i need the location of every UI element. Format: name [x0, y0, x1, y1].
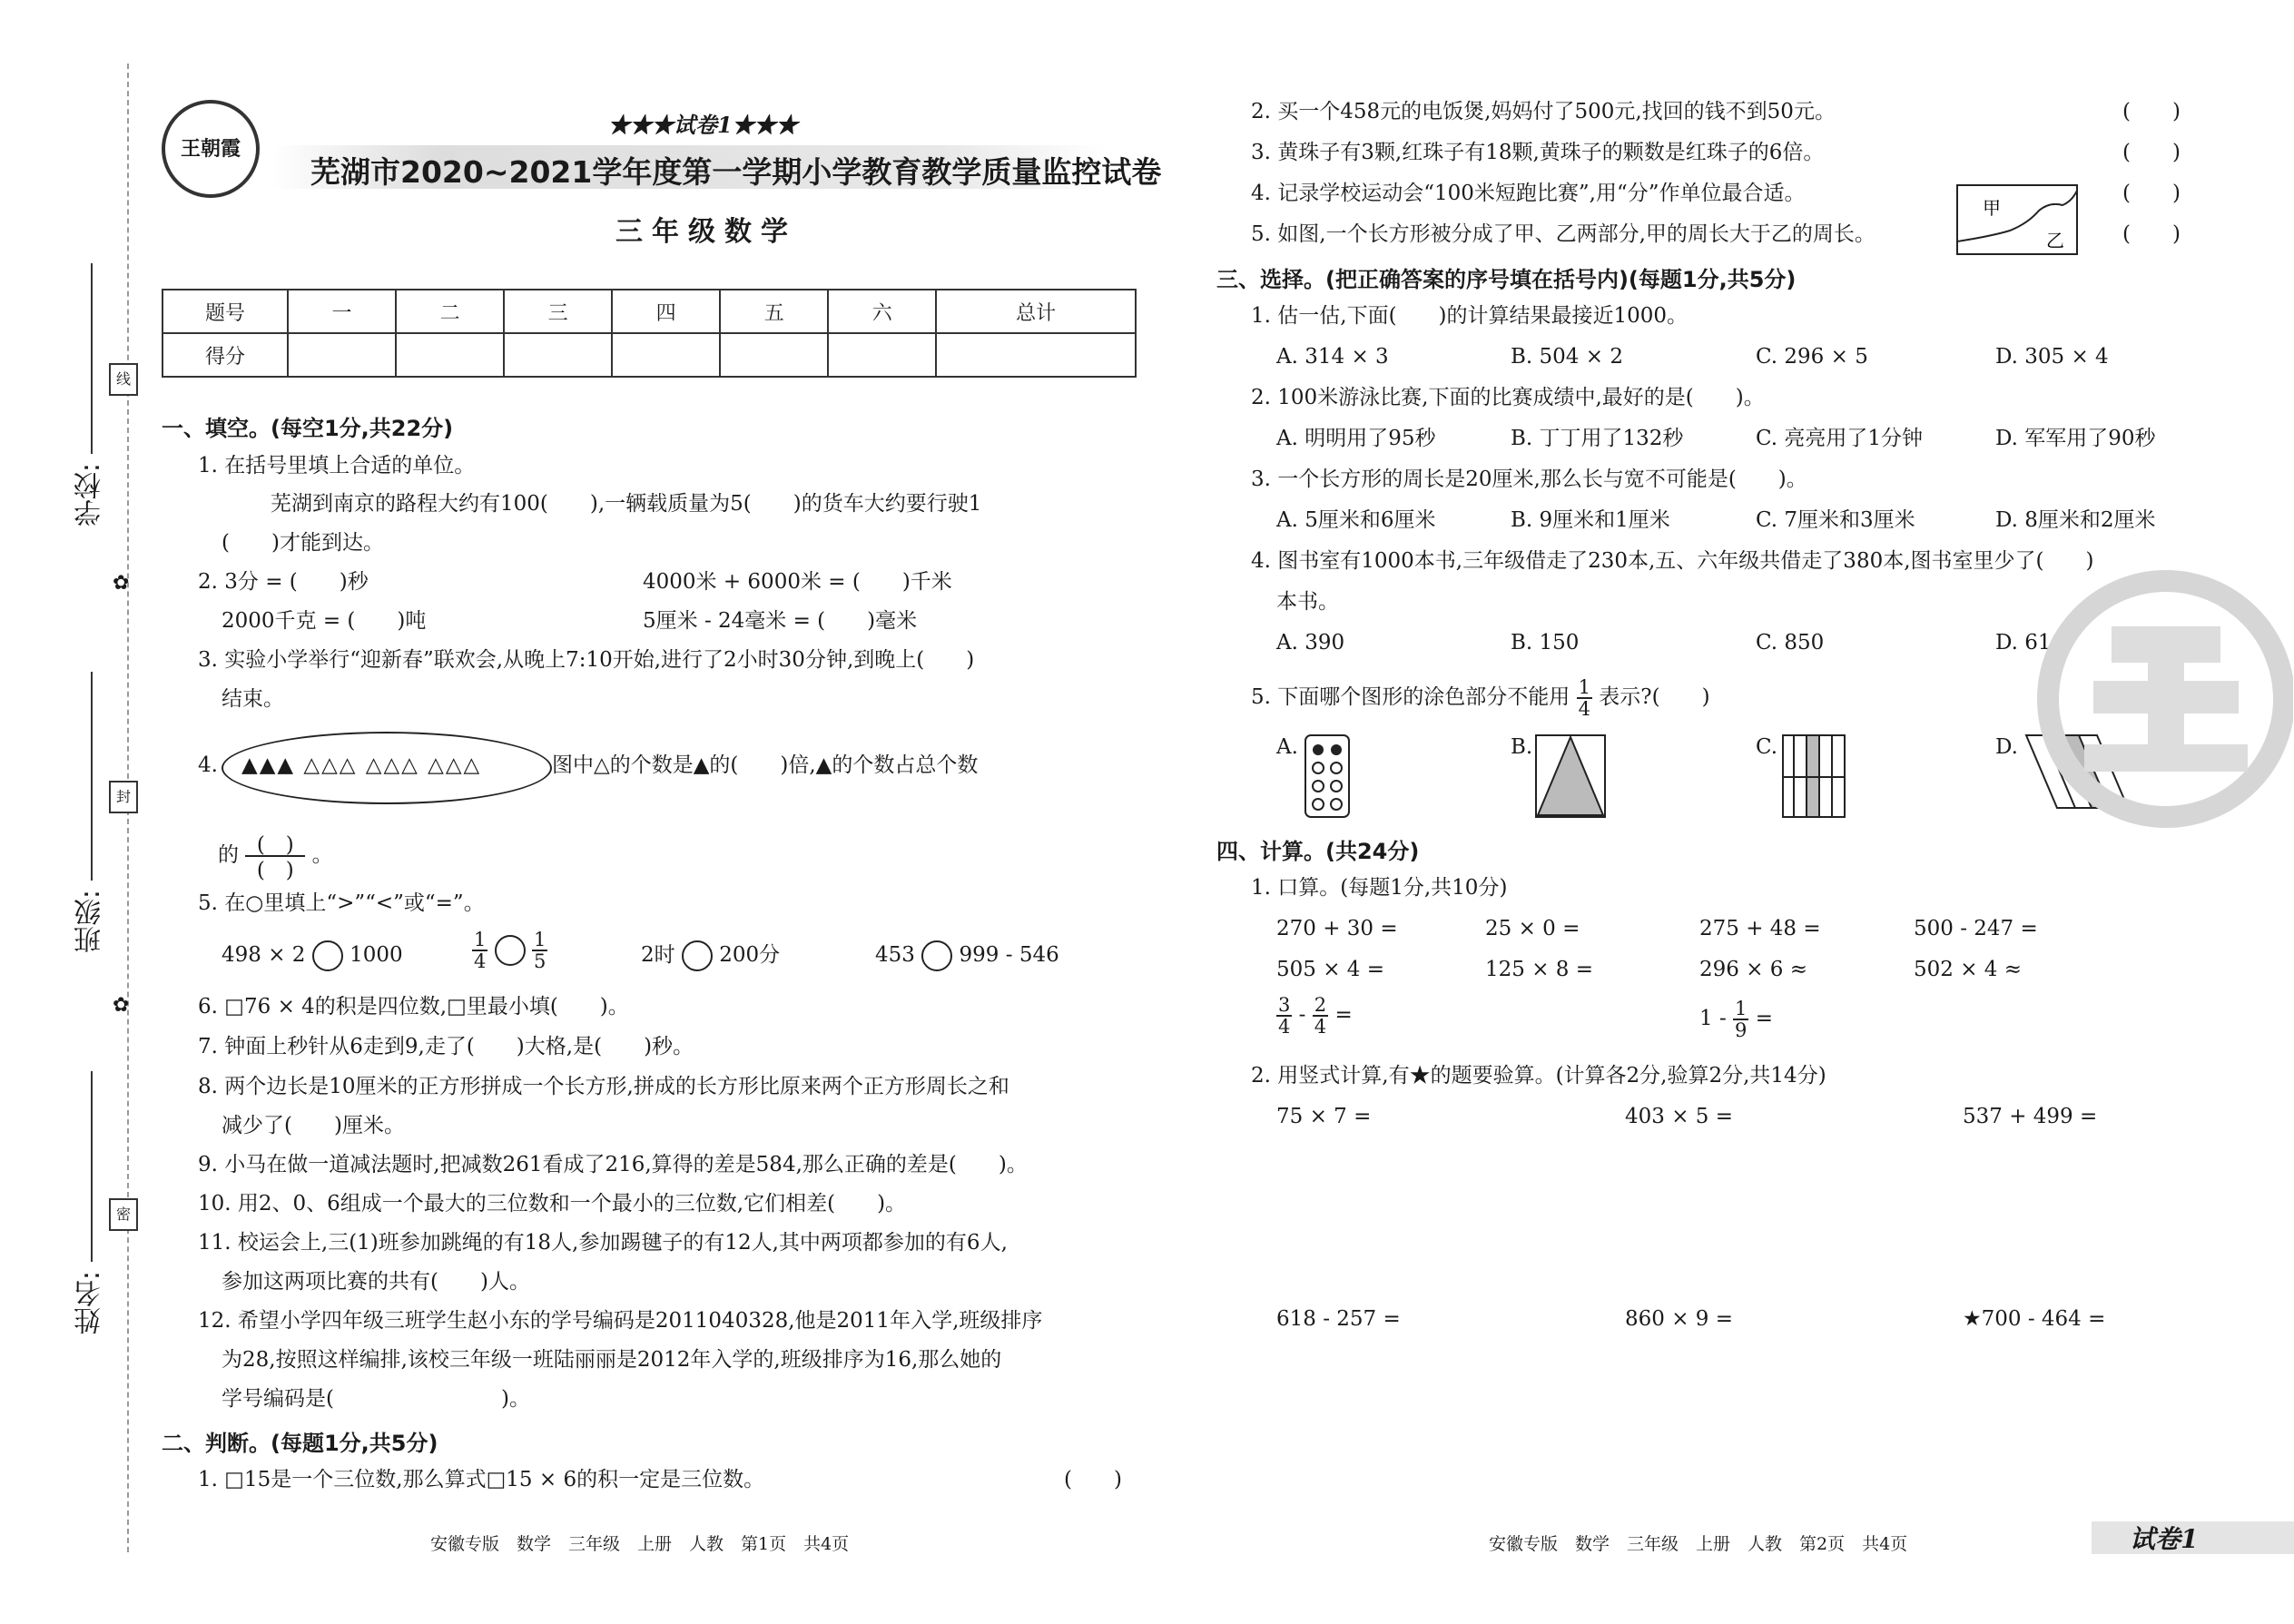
s3-q5-post: 表示?( ) — [1599, 685, 1710, 709]
section2-heading: 二、判断。(每题1分,共5分) — [162, 1431, 438, 1456]
s2-q5: 5. 如图,一个长方形被分成了甲、乙两部分,甲的周长大于乙的周长。 — [1251, 222, 1876, 246]
s2-q2-answer[interactable]: ( ) — [2122, 100, 2181, 123]
vertical-calc: 75 × 7 = — [1276, 1105, 1372, 1128]
q5-expr: 498 × 2 — [222, 943, 306, 967]
score-cell: 总计 — [936, 290, 1136, 333]
striped-rect-figure — [1781, 733, 1846, 819]
s2-q1-answer[interactable]: ( ) — [1064, 1468, 1122, 1491]
s1-q1b: ( )才能到达。 — [222, 531, 384, 555]
fraction: $\frac{1}{4}$ — [1578, 676, 1590, 720]
s1-q2a-right: 4000米 + 6000米 = ( )千米 — [643, 570, 952, 594]
q5-expr: 999 - 546 — [959, 943, 1059, 967]
score-value-row — [162, 333, 1136, 377]
s1-q7: 7. 钟面上秒针从6走到9,走了( )大格,是( )秒。 — [198, 1035, 694, 1058]
s1-q4-text: 图中△的个数是▲的( )倍,▲的个数占总个数 — [552, 753, 979, 777]
vertical-calc: ★700 - 464 = — [1963, 1307, 2106, 1331]
option-a[interactable]: A. 5厘米和6厘米 — [1276, 508, 1436, 532]
s2-q4-answer[interactable]: ( ) — [2122, 182, 2181, 205]
fraction: $\frac{1}{5}$ — [534, 929, 546, 972]
option-b[interactable]: B. 9厘米和1厘米 — [1511, 508, 1670, 532]
oral-calc: 296 × 6 ≈ — [1699, 958, 1808, 981]
option-c[interactable]: C. 亮亮用了1分钟 — [1756, 427, 1924, 450]
figure-label-jia: 甲 — [1983, 197, 2001, 219]
option-d[interactable]: D. 8厘米和2厘米 — [1995, 508, 2156, 532]
oral-calc: 125 × 8 = — [1485, 958, 1594, 981]
oral-calc: 275 + 48 = — [1699, 917, 1821, 940]
s3-q5-pre: 5. 下面哪个图形的涂色部分不能用 — [1251, 685, 1570, 709]
score-cell: 一 — [288, 290, 396, 333]
q5-expr: 200分 — [719, 943, 781, 967]
vertical-calc: 403 × 5 = — [1625, 1105, 1734, 1128]
exam-subtitle: 三年级数学 — [615, 216, 797, 248]
option-d[interactable]: D. — [1995, 735, 2018, 759]
s1-q3a: 3. 实验小学举行“迎新春”联欢会,从晚上7:10开始,进行了2小时30分钟,到晚上( ) — [198, 648, 975, 672]
s1-q5-time — [641, 940, 780, 971]
s4-q1: 1. 口算。(每题1分,共10分) — [1251, 876, 1508, 900]
score-input[interactable] — [288, 333, 396, 377]
option-c[interactable]: C. — [1756, 735, 1778, 759]
score-cell: 五 — [720, 290, 828, 333]
section4-heading: 四、计算。(共24分) — [1216, 839, 1420, 864]
binding-ornament-icon-2: ✿ — [113, 994, 130, 1017]
s4-q2: 2. 用竖式计算,有★的题要验算。(计算各2分,验算2分,共14分) — [1251, 1064, 1826, 1088]
oral-calc: 502 × 4 ≈ — [1914, 958, 2023, 981]
option-d[interactable]: D. 军军用了90秒 — [1995, 427, 2156, 450]
option-b[interactable]: B. 504 × 2 — [1511, 345, 1623, 369]
option-c[interactable]: C. 850 — [1756, 631, 1825, 655]
s1-q12b: 为28,按照这样编排,该校三年级一班陆丽丽是2012年入学的,班级排序为16,那么她的 — [222, 1348, 1002, 1372]
oral-calc-frac: $\frac{3}{4}$ - $\frac{2}{4}$ = — [1278, 994, 1353, 1038]
figure-label-yi: 乙 — [2046, 230, 2064, 251]
s1-q4b — [218, 832, 333, 881]
s3-q2: 2. 100米游泳比赛,下面的比赛成绩中,最好的是( )。 — [1251, 386, 1765, 409]
class-fill-line — [91, 672, 93, 881]
score-table — [162, 289, 1137, 378]
vertical-calc: 618 - 257 = — [1276, 1307, 1401, 1331]
s1-q2b-right: 5厘米 - 24毫米 = ( )毫米 — [643, 609, 918, 633]
paper-tag: ★★★试卷1★★★ — [608, 112, 798, 138]
score-input[interactable] — [936, 333, 1136, 377]
s1-q1a: 芜湖到南京的路程大约有100( ),一辆载质量为5( )的货车大约要行驶1 — [271, 492, 982, 516]
exam-title: 芜湖市2020~2021学年度第一学期小学教育教学质量监控试卷 — [310, 154, 1162, 190]
vertical-calc: 537 + 499 = — [1963, 1105, 2098, 1128]
option-b[interactable]: B. 150 — [1511, 631, 1580, 655]
s3-q4b: 本书。 — [1276, 590, 1339, 614]
oral-calc: 505 × 4 = — [1276, 958, 1385, 981]
s3-q3: 3. 一个长方形的周长是20厘米,那么长与宽不可能是( )。 — [1251, 468, 1807, 491]
watermark-seal-icon — [2030, 563, 2293, 835]
s1-q12a: 12. 希望小学四年级三班学生赵小东的学号编码是2011040328,他是2011年入学,班级排序 — [198, 1309, 1043, 1333]
s2-q5-answer[interactable]: ( ) — [2122, 222, 2181, 246]
s2-q3: 3. 黄珠子有3颗,红珠子有18颗,黄珠子的颗数是红珠子的6倍。 — [1251, 141, 1825, 164]
option-d[interactable]: D. 305 × 4 — [1995, 345, 2109, 369]
s1-q4-num: 4. — [198, 753, 218, 777]
vertical-calc: 860 × 9 = — [1625, 1307, 1734, 1331]
school-label: 学校: — [74, 463, 106, 527]
score-cell: 三 — [504, 290, 612, 333]
binding-mark-line: 线 — [109, 363, 138, 396]
name-fill-line — [91, 1071, 93, 1262]
s1-q8a: 8. 两个边长是10厘米的正方形拼成一个长方形,拼成的长方形比原来两个正方形周长之和 — [198, 1075, 1009, 1098]
option-a[interactable]: A. 390 — [1276, 631, 1345, 655]
compare-circle[interactable] — [495, 935, 526, 966]
s1-q1: 1. 在括号里填上合适的单位。 — [198, 454, 476, 477]
s1-q9: 9. 小马在做一道减法题时,把减数261看成了216,算得的差是584,那么正确的差是( )。 — [198, 1153, 1028, 1176]
triangle-in-rect-figure — [1534, 733, 1607, 819]
s1-q11a: 11. 校运会上,三(1)班参加跳绳的有18人,参加踢毽子的有12人,其中两项都参加的有6人, — [198, 1231, 1008, 1255]
brand-logo: 王朝霞 — [162, 100, 260, 198]
q5-expr: 2时 — [641, 943, 675, 967]
s1-q5: 5. 在○里填上“>”“<”或“=”。 — [198, 891, 485, 915]
footer-right: 安徽专版 数学 三年级 上册 人教 第2页 共4页 — [1489, 1534, 1908, 1554]
s1-q4-shapes: ▲▲▲ △△△ △△△ △△△ — [241, 753, 482, 777]
score-cell: 四 — [612, 290, 720, 333]
binding-ornament-icon: ✿ — [113, 572, 130, 595]
score-input[interactable] — [720, 333, 828, 377]
binding-mark-seal: 封 — [109, 781, 138, 813]
school-fill-line — [91, 263, 93, 454]
s1-q10: 10. 用2、0、6组成一个最大的三位数和一个最小的三位数,它们相差( )。 — [198, 1192, 907, 1216]
compare-circle[interactable] — [312, 940, 343, 971]
s2-q2: 2. 买一个458元的电饭煲,妈妈付了500元,找回的钱不到50元。 — [1251, 100, 1836, 123]
score-input[interactable] — [504, 333, 612, 377]
score-input[interactable] — [612, 333, 720, 377]
oral-calc: 500 - 247 = — [1914, 917, 2038, 940]
score-cell: 二 — [396, 290, 504, 333]
option-a[interactable]: A. — [1276, 735, 1298, 759]
binding-mark-seal2: 密 — [109, 1198, 138, 1231]
s1-q5-row — [222, 940, 403, 971]
q5-expr: 1000 — [350, 943, 403, 967]
fraction: $\frac{1}{4}$ — [474, 929, 487, 972]
s1-q8b: 减少了( )厘米。 — [222, 1114, 405, 1137]
footer-left: 安徽专版 数学 三年级 上册 人教 第1页 共4页 — [430, 1534, 850, 1554]
option-c[interactable]: C. 296 × 5 — [1756, 345, 1868, 369]
s1-q2a-left: 2. 3分 = ( )秒 — [198, 570, 369, 594]
s1-q2b-left: 2000千克 = ( )吨 — [222, 609, 427, 633]
option-a[interactable]: A. 明明用了95秒 — [1276, 427, 1436, 450]
s1-q3b: 结束。 — [222, 687, 284, 711]
compare-circle[interactable] — [921, 940, 952, 971]
score-input[interactable] — [828, 333, 936, 377]
score-cell: 六 — [828, 290, 936, 333]
class-label: 班级: — [74, 890, 106, 954]
option-b[interactable]: B. — [1511, 735, 1533, 759]
option-b[interactable]: B. 丁丁用了132秒 — [1511, 427, 1684, 450]
s2-q1: 1. □15是一个三位数,那么算式□15 × 6的积一定是三位数。 — [198, 1468, 765, 1491]
oral-calc-frac2: 1 - $\frac{1}{9}$ = — [1699, 998, 1773, 1041]
fraction-blank[interactable]: ( ) ( ) — [245, 832, 305, 881]
score-cell: 题号 — [162, 290, 288, 333]
q5-expr: 453 — [875, 943, 915, 967]
compare-circle[interactable] — [682, 940, 713, 971]
dots-figure — [1304, 733, 1351, 819]
rectangle-split-figure — [1955, 183, 2079, 256]
s3-q1: 1. 估一估,下面( )的计算结果最接近1000。 — [1251, 304, 1689, 328]
s1-q5-sub — [875, 940, 1059, 971]
s3-q4a: 4. 图书室有1000本书,三年级借走了230本,五、六年级共借走了380本,图书室里少了( ) — [1251, 549, 2094, 573]
name-label: 姓名: — [74, 1271, 106, 1335]
s1-q4b-end: 。 — [311, 843, 333, 867]
footer-tag: 试卷1 — [2130, 1524, 2199, 1554]
score-header-row — [162, 290, 1136, 333]
option-c[interactable]: C. 7厘米和3厘米 — [1756, 508, 1915, 532]
s2-q4: 4. 记录学校运动会“100米短跑比赛”,用“分”作单位最合适。 — [1251, 182, 1806, 205]
s1-q5-frac-row — [472, 930, 547, 971]
s1-q6: 6. □76 × 4的积是四位数,□里最小填( )。 — [198, 995, 629, 1019]
oral-calc: 25 × 0 = — [1485, 917, 1580, 940]
s1-q4b-text: 的 — [218, 843, 239, 867]
section3-heading: 三、选择。(把正确答案的序号填在括号内)(每题1分,共5分) — [1216, 267, 1797, 292]
oral-calc: 270 + 30 = — [1276, 917, 1398, 940]
s1-q12c: 学号编码是( )。 — [222, 1387, 530, 1411]
option-a[interactable]: A. 314 × 3 — [1276, 345, 1389, 369]
score-cell: 得分 — [162, 333, 288, 377]
option-d[interactable]: D. 610 — [1995, 631, 2065, 655]
section1-heading: 一、填空。(每空1分,共22分) — [162, 416, 454, 441]
score-input[interactable] — [396, 333, 504, 377]
s2-q3-answer[interactable]: ( ) — [2122, 141, 2181, 164]
s1-q11b: 参加这两项比赛的共有( )人。 — [222, 1270, 530, 1294]
s3-q5 — [1251, 677, 1710, 719]
